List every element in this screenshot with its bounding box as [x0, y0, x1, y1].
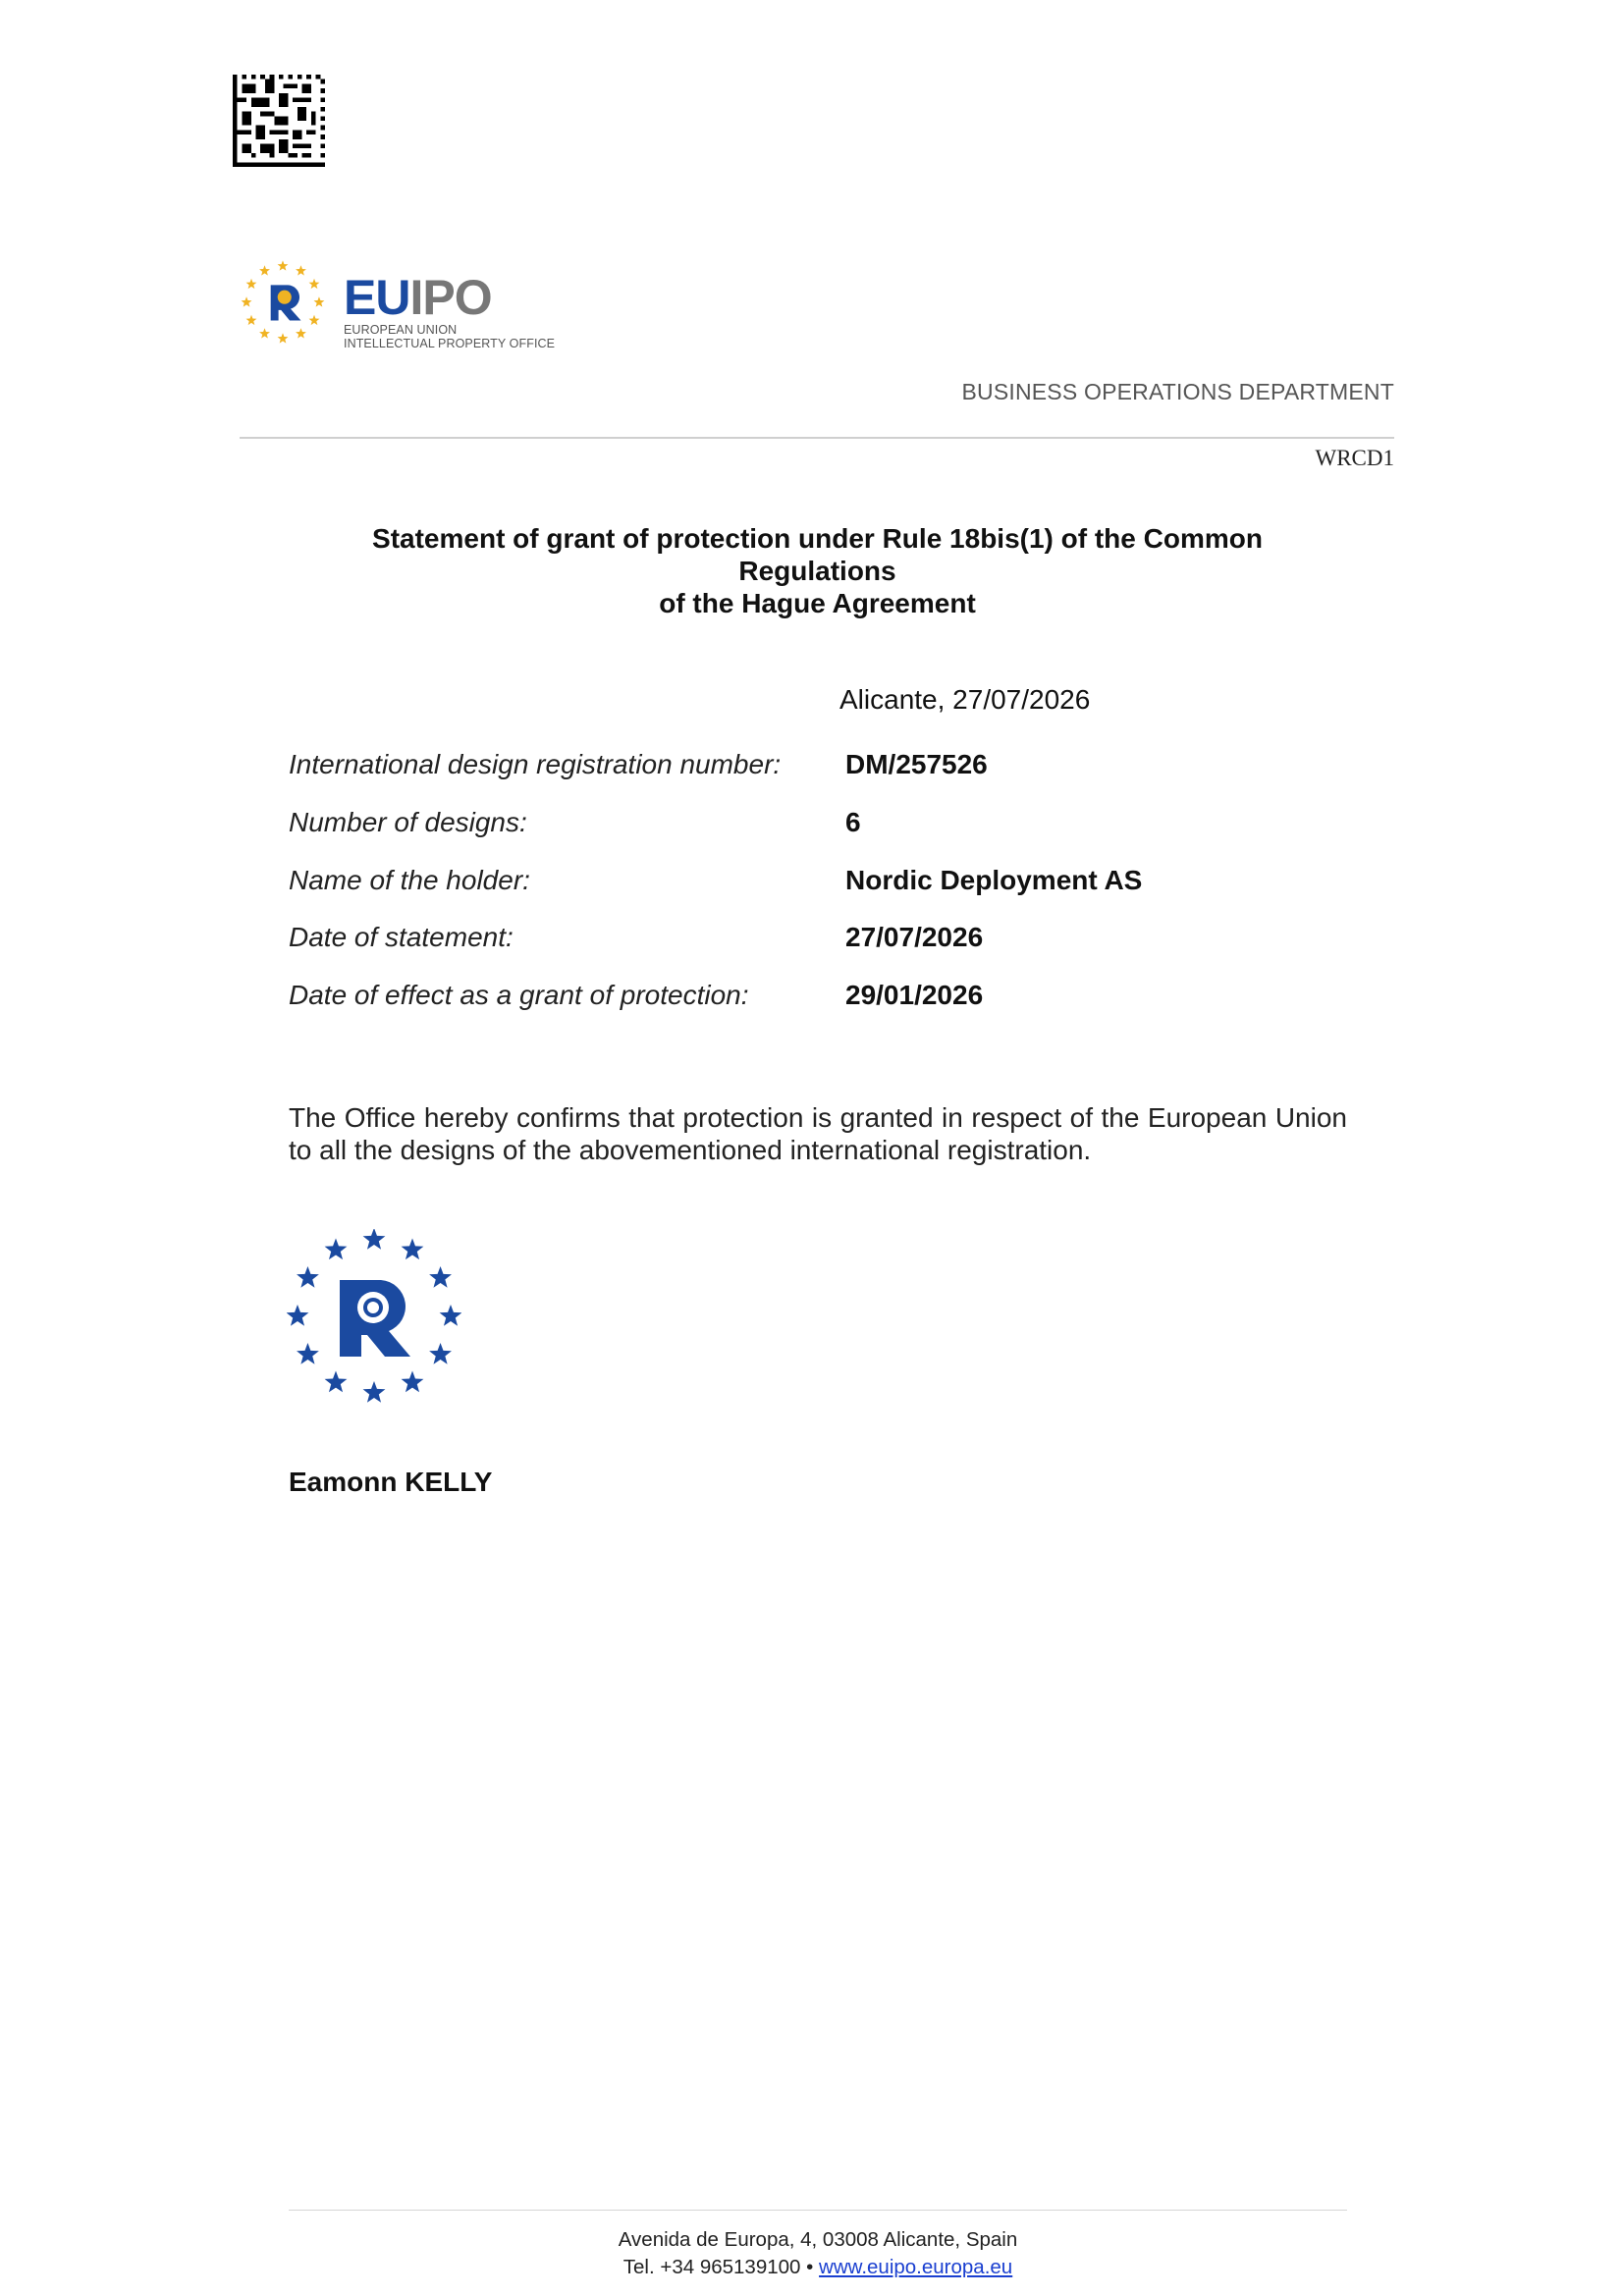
signatory-name: Eamonn KELLY — [289, 1467, 493, 1497]
seal-star-icon — [429, 1343, 452, 1364]
place-and-date: Alicante, 27/07/2026 — [839, 684, 1091, 715]
field-label-registration-number: International design registration number: — [289, 749, 782, 779]
footer-divider — [289, 2210, 1347, 2211]
logo-subtitle-line1: EUROPEAN UNION — [344, 323, 458, 337]
footer-phone: Tel. +34 965139100 — [622, 2256, 801, 2278]
seal-star-icon — [440, 1305, 461, 1326]
seal-star-icon — [402, 1371, 424, 1393]
logo-subtitle-line2: INTELLECTUAL PROPERTY OFFICE — [344, 337, 556, 350]
logo-wordmark-eu: EU — [344, 270, 410, 325]
euipo-emblem-icon — [240, 259, 326, 346]
logo-star-icon — [259, 328, 270, 338]
logo-star-icon — [246, 279, 257, 289]
logo-star-icon — [246, 315, 257, 325]
department-name: BUSINESS OPERATIONS DEPARTMENT — [961, 379, 1394, 404]
footer — [289, 2226, 1347, 2281]
seal-star-icon — [287, 1305, 308, 1326]
logo-star-icon — [309, 315, 320, 325]
footer-separator: • — [806, 2256, 814, 2278]
logo-star-icon — [314, 296, 325, 306]
website-link[interactable]: www.euipo.europa.eu — [819, 2256, 1013, 2278]
field-label-holder-name: Name of the holder: — [289, 865, 530, 895]
euipo-logo — [240, 257, 573, 355]
seal-star-icon — [363, 1381, 386, 1403]
field-label-effect-date: Date of effect as a grant of protection: — [289, 980, 749, 1010]
field-value-registration-number: DM/257526 — [845, 749, 988, 779]
confirmation-paragraph: The Office hereby confirms that protection is granted in respect of the European Union to all the designs of the abovementioned international registration. — [289, 1102, 1347, 1165]
logo-star-icon — [296, 328, 306, 338]
footer-address: Avenida de Europa, 4, 03008 Alicante, Spain — [618, 2228, 1018, 2251]
seal-star-icon — [297, 1343, 319, 1364]
logo-star-icon — [296, 265, 306, 275]
form-code: WRCD1 — [1315, 446, 1394, 470]
logo-star-icon — [242, 296, 252, 306]
seal-star-icon — [325, 1371, 348, 1393]
field-label-statement-date: Date of statement: — [289, 922, 514, 952]
field-value-number-of-designs: 6 — [845, 807, 861, 837]
logo-wordmark — [344, 270, 492, 325]
field-value-effect-date: 29/01/2026 — [845, 980, 984, 1010]
logo-subtitle — [344, 323, 555, 350]
logo-star-icon — [259, 265, 270, 275]
logo-star-icon — [309, 279, 320, 289]
logo-star-icon — [278, 333, 289, 343]
logo-wordmark-ipo: IPO — [409, 270, 492, 325]
title-line-3: of the Hague Agreement — [659, 588, 976, 618]
datamatrix-code — [233, 75, 325, 167]
title-line-1: Statement of grant of protection under Rule 18bis(1) of the Common — [372, 523, 1263, 554]
seal-star-icon — [402, 1238, 424, 1259]
seal-star-icon — [297, 1266, 319, 1288]
field-label-number-of-designs: Number of designs: — [289, 807, 527, 837]
field-value-holder-name: Nordic Deployment AS — [845, 865, 1143, 895]
office-seal-icon — [287, 1229, 461, 1404]
document-title — [295, 522, 1340, 619]
seal-star-icon — [363, 1229, 386, 1250]
seal-star-icon — [325, 1238, 348, 1259]
seal-star-icon — [429, 1266, 452, 1288]
field-value-statement-date: 27/07/2026 — [845, 922, 984, 952]
title-line-2: Regulations — [738, 556, 896, 586]
header-divider — [240, 437, 1394, 439]
logo-star-icon — [278, 260, 289, 270]
footer-contact — [289, 2254, 1347, 2281]
